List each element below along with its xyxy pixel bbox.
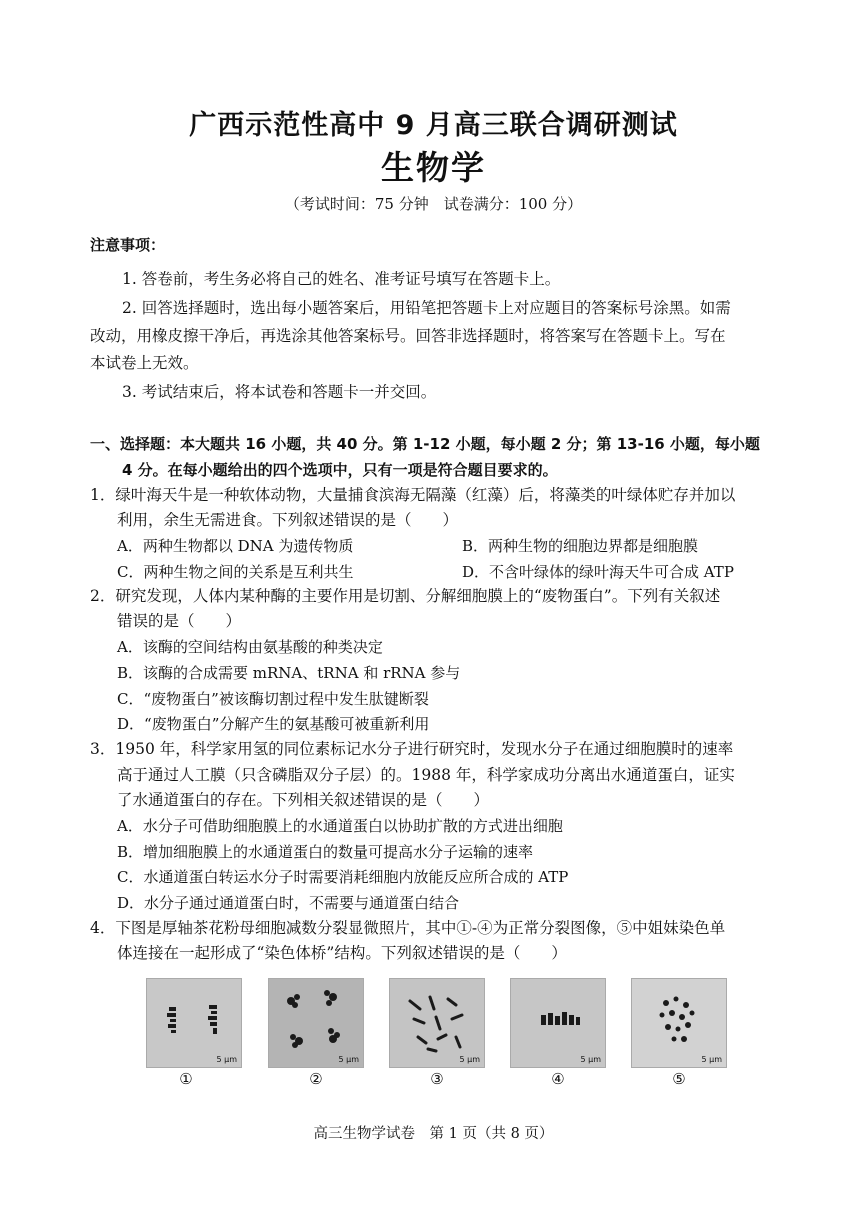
q1-option-b: B．两种生物的细胞边界都是细胞膜 — [462, 537, 699, 555]
micrograph-label-2: ② — [309, 1070, 323, 1088]
q3-option-d: D．水分子通过通道蛋白时，不需要与通道蛋白结合 — [117, 894, 460, 912]
micrograph-2 — [268, 978, 364, 1068]
q3-stem-line-2: 高于通过人工膜（只含磷脂双分子层）的。1988 年，科学家成功分离出水通道蛋白，证实 — [117, 766, 735, 784]
section-heading-line-2: 4 分。在每小题给出的四个选项中，只有一项是符合题目要求的。 — [122, 461, 558, 479]
notice-line-3: 改动，用橡皮擦干净后，再选涂其他答案标号。回答非选择题时，将答案写在答题卡上。写在 — [90, 327, 726, 345]
scale-bar-2: 5 μm — [338, 1055, 359, 1064]
q4-stem-line-2: 体连接在一起形成了“染色体桥”结构。下列叙述错误的是（ ） — [117, 944, 567, 962]
exam-title: 广西示范性高中 9 月高三联合调研测试 — [189, 110, 678, 141]
q1-stem-line-2: 利用，余生无需进食。下列叙述错误的是（ ） — [117, 511, 459, 529]
micrograph-label-4: ④ — [551, 1070, 565, 1088]
micrograph-label-5: ⑤ — [672, 1070, 686, 1088]
scale-bar-5: 5 μm — [701, 1055, 722, 1064]
micrograph-1 — [146, 978, 242, 1068]
q2-option-b: B．该酶的合成需要 mRNA、tRNA 和 rRNA 参与 — [117, 664, 461, 682]
q3-stem-line-3: 了水通道蛋白的存在。下列相关叙述错误的是（ ） — [117, 791, 490, 809]
q2-option-a: A．该酶的空间结构由氨基酸的种类决定 — [117, 638, 383, 656]
q2-option-d: D．“废物蛋白”分解产生的氨基酸可被重新利用 — [117, 715, 430, 733]
micrograph-label-1: ① — [179, 1070, 193, 1088]
scale-bar-4: 5 μm — [580, 1055, 601, 1064]
notice-line-5: 3. 考试结束后，将本试卷和答题卡一并交回。 — [122, 383, 437, 401]
q1-option-c: C．两种生物之间的关系是互利共生 — [117, 563, 354, 581]
q3-stem-line-1: 3．1950 年，科学家用氢的同位素标记水分子进行研究时，发现水分子在通过细胞膜时的速率 — [90, 740, 734, 758]
exam-info: （考试时间：75 分钟 试卷满分：100 分） — [284, 195, 583, 213]
micrograph-4 — [510, 978, 606, 1068]
page-footer: 高三生物学试卷 第 1 页（共 8 页） — [313, 1126, 554, 1142]
scale-bar-1: 5 μm — [216, 1055, 237, 1064]
micrograph-5 — [631, 978, 727, 1068]
notice-heading: 注意事项： — [90, 236, 166, 254]
q3-option-a: A．水分子可借助细胞膜上的水通道蛋白以协助扩散的方式进出细胞 — [117, 817, 563, 835]
q1-stem-line-1: 1．绿叶海天牛是一种软体动物，大量捕食滨海无隔藻（红藻）后，将藻类的叶绿体贮存并加以 — [90, 486, 736, 504]
scale-bar-3: 5 μm — [459, 1055, 480, 1064]
q4-stem-line-1: 4．下图是厚轴茶花粉母细胞减数分裂显微照片，其中①-④为正常分裂图像，⑤中姐妹染色单 — [90, 919, 726, 937]
subject-title: 生物学 — [381, 148, 486, 187]
q2-stem-line-2: 错误的是（ ） — [117, 612, 242, 630]
q1-option-a: A．两种生物都以 DNA 为遗传物质 — [117, 537, 354, 555]
micrograph-label-3: ③ — [430, 1070, 444, 1088]
q2-stem-line-1: 2．研究发现，人体内某种酶的主要作用是切割、分解细胞膜上的“废物蛋白”。下列有关叙述 — [90, 587, 721, 605]
q3-option-c: C．水通道蛋白转运水分子时需要消耗细胞内放能反应所合成的 ATP — [117, 868, 569, 886]
micrograph-3 — [389, 978, 485, 1068]
notice-line-1: 1. 答卷前，考生务必将自己的姓名、准考证号填写在答题卡上。 — [122, 270, 561, 288]
q1-option-d: D．不含叶绿体的绿叶海天牛可合成 ATP — [462, 563, 734, 581]
notice-line-2: 2. 回答选择题时，选出每小题答案后，用铅笔把答题卡上对应题目的答案标号涂黑。如需 — [122, 299, 731, 317]
notice-line-4: 本试卷上无效。 — [90, 354, 199, 372]
section-heading-line-1: 一、选择题：本大题共 16 小题，共 40 分。第 1-12 小题，每小题 2 分；第 13-16 小题，每小题 — [90, 435, 760, 453]
q2-option-c: C．“废物蛋白”被该酶切割过程中发生肽键断裂 — [117, 690, 429, 708]
q3-option-b: B．增加细胞膜上的水通道蛋白的数量可提高水分子运输的速率 — [117, 843, 534, 861]
